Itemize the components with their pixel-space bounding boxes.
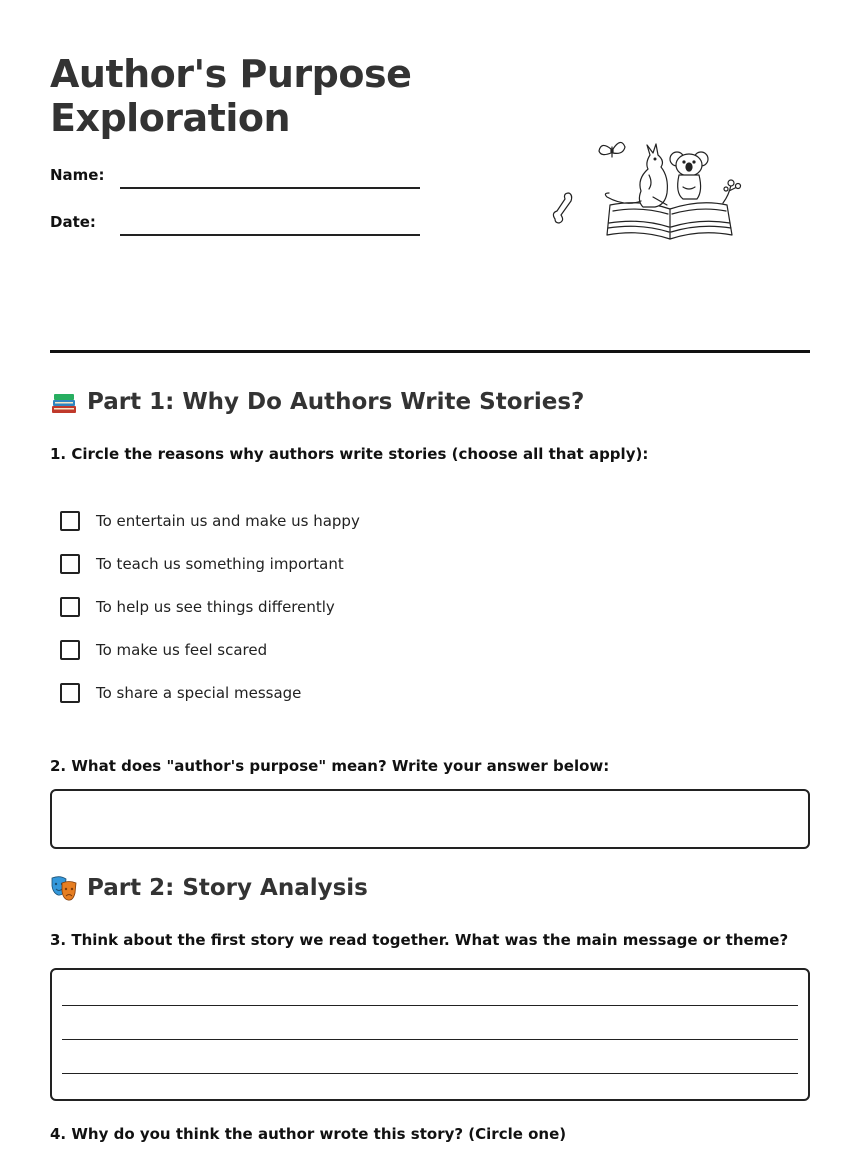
option-label: To help us see things differently bbox=[96, 598, 335, 616]
option-row[interactable] bbox=[60, 683, 301, 703]
part2-heading-text: Part 2: Story Analysis bbox=[87, 875, 368, 901]
answer-box-q2[interactable] bbox=[50, 789, 810, 849]
option-label: To share a special message bbox=[96, 684, 302, 702]
part1-heading bbox=[50, 388, 584, 416]
name-field[interactable] bbox=[120, 187, 420, 189]
date-field[interactable] bbox=[120, 234, 420, 236]
option-checkbox[interactable] bbox=[60, 640, 80, 660]
name-label: Name: bbox=[50, 166, 105, 184]
question-1: 1. Circle the reasons why authors write stories (choose all that apply): bbox=[50, 445, 649, 463]
title-line-1: Author's Purpose bbox=[50, 52, 412, 96]
open-book-icon bbox=[607, 203, 732, 239]
writing-line bbox=[62, 1005, 798, 1006]
theater-masks-icon bbox=[50, 874, 78, 902]
option-checkbox[interactable] bbox=[60, 511, 80, 531]
option-label: To teach us something important bbox=[96, 555, 344, 573]
flower-icon bbox=[723, 180, 741, 203]
part1-heading-text: Part 1: Why Do Authors Write Stories? bbox=[87, 389, 585, 415]
option-row[interactable] bbox=[60, 554, 344, 574]
part2-heading bbox=[50, 874, 368, 902]
date-label: Date: bbox=[50, 213, 96, 231]
option-label: To entertain us and make us happy bbox=[96, 512, 360, 530]
writing-line bbox=[62, 1039, 798, 1040]
bone-icon bbox=[553, 193, 571, 223]
title-line-2: Exploration bbox=[50, 96, 291, 140]
butterfly-icon bbox=[599, 142, 625, 157]
worksheet-title bbox=[50, 52, 411, 140]
answer-box-q3[interactable] bbox=[50, 968, 810, 1101]
option-row[interactable] bbox=[60, 597, 335, 617]
option-row[interactable] bbox=[60, 511, 360, 531]
option-label: To make us feel scared bbox=[96, 641, 268, 659]
book-animals-illustration bbox=[545, 135, 745, 245]
section-divider bbox=[50, 350, 810, 353]
option-checkbox[interactable] bbox=[60, 554, 80, 574]
books-icon bbox=[50, 388, 78, 416]
writing-line bbox=[62, 1073, 798, 1074]
option-row[interactable] bbox=[60, 640, 267, 660]
option-checkbox[interactable] bbox=[60, 597, 80, 617]
question-4: 4. Why do you think the author wrote this story? (Circle one) bbox=[50, 1125, 567, 1143]
koala-icon bbox=[670, 152, 708, 199]
option-checkbox[interactable] bbox=[60, 683, 80, 703]
question-2: 2. What does "author's purpose" mean? Write your answer below: bbox=[50, 757, 610, 775]
question-3: 3. Think about the first story we read together. What was the main message or theme? bbox=[50, 931, 789, 949]
